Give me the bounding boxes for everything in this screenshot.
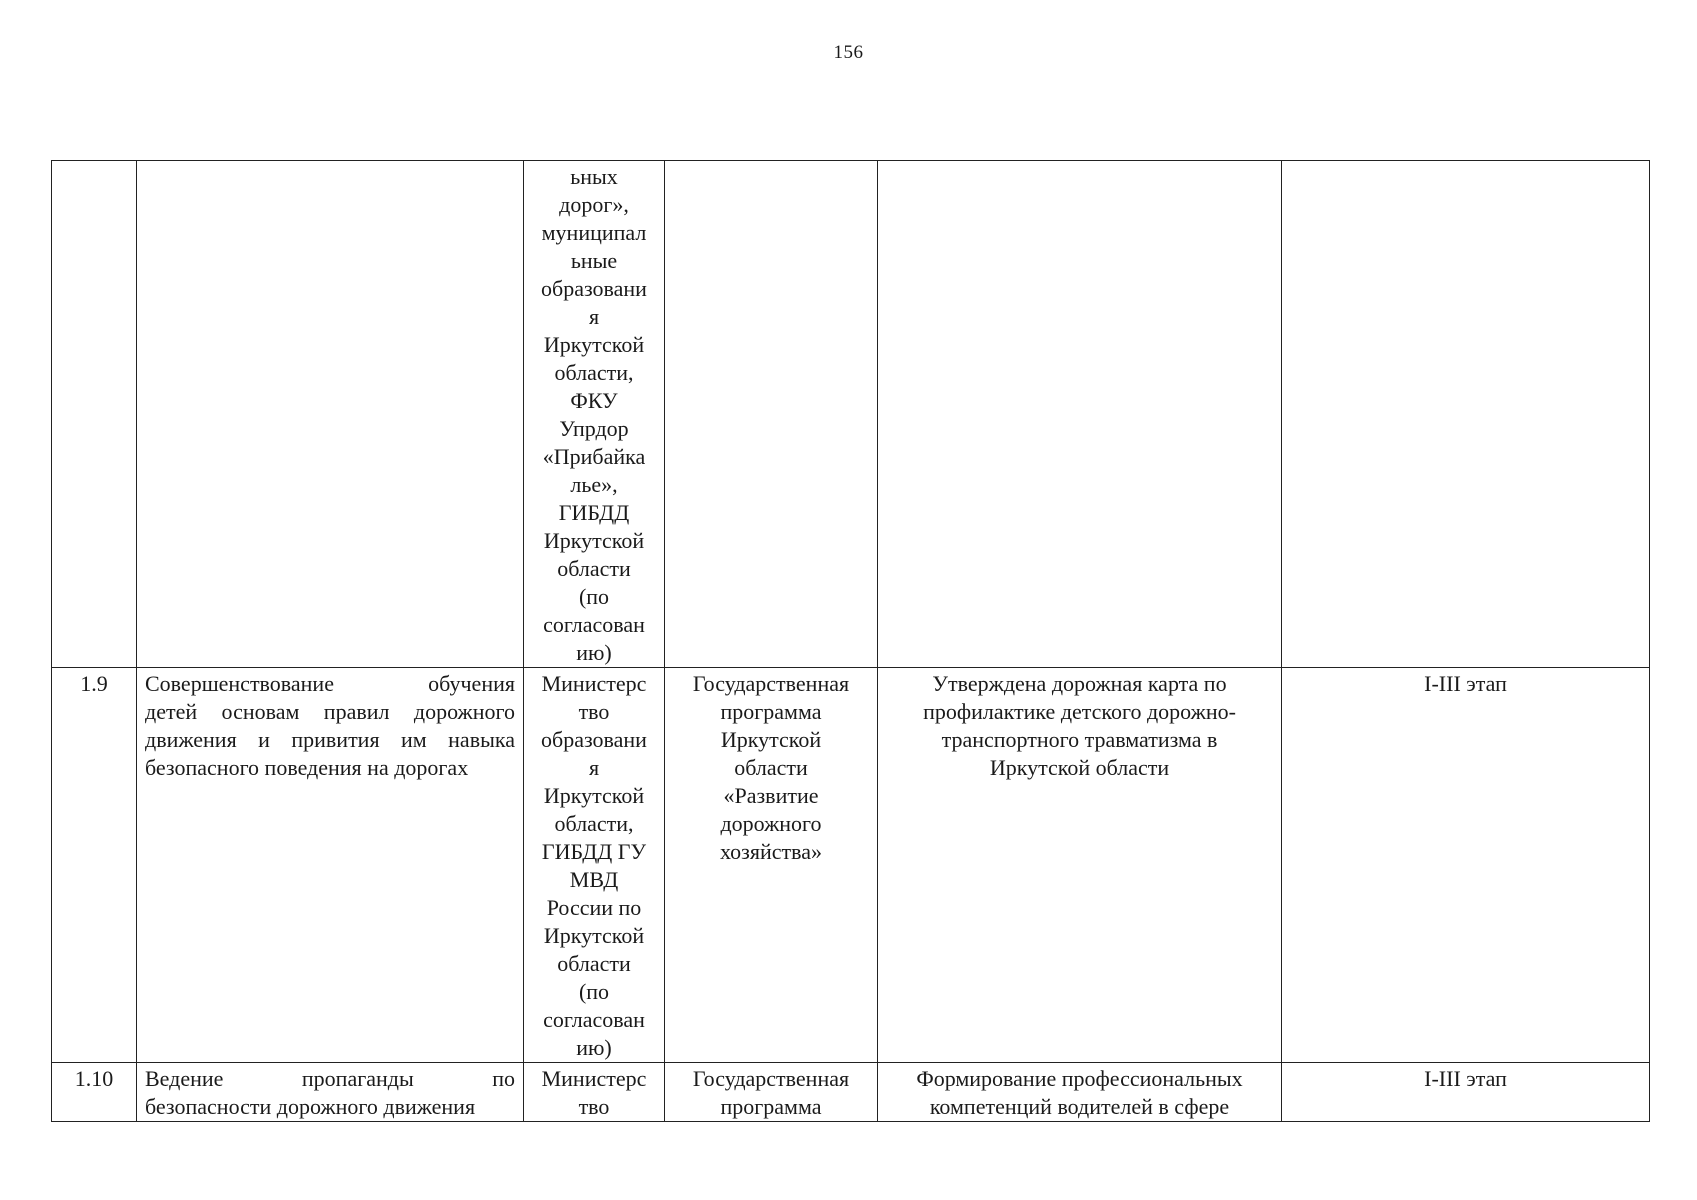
text-line: Иркутской области	[989, 755, 1170, 780]
text-line: ьные	[570, 248, 618, 273]
cell-measure-name	[137, 668, 524, 1063]
text-line: Упрдор	[559, 416, 629, 441]
text-line: детей основам правил дорожного	[145, 699, 515, 724]
cell-num: 1.10	[52, 1063, 137, 1122]
text-line: безопасности дорожного движения	[145, 1094, 476, 1119]
cell-executor	[524, 1063, 665, 1122]
text-line: Иркутской	[543, 783, 645, 808]
text-line: Совершенствование обучения	[145, 671, 515, 696]
text-line: России по	[546, 895, 642, 920]
text-line: области	[557, 556, 631, 581]
text-line: согласован	[543, 1007, 645, 1032]
table-row-1-9	[52, 668, 1650, 1063]
cell-result	[878, 161, 1282, 668]
text-line: Иркутской	[543, 923, 645, 948]
cell-measure-name	[137, 161, 524, 668]
table-row-1-10	[52, 1063, 1650, 1122]
text-line: я	[588, 755, 600, 780]
text-line: движения и привития им навыка	[145, 727, 515, 752]
cell-result	[878, 668, 1282, 1063]
text-line: «Прибайка	[542, 444, 646, 469]
text-line: области	[734, 755, 808, 780]
text-line: ГИБДД	[558, 500, 630, 525]
text-line: ию)	[576, 1035, 612, 1060]
text-line: Государственная	[692, 1066, 850, 1091]
text-line: муниципал	[541, 220, 647, 245]
text-line: Иркутской	[543, 332, 645, 357]
text-line: Министерс	[541, 1066, 647, 1091]
text-line: (по	[578, 584, 610, 609]
cell-num: 1.9	[52, 668, 137, 1063]
text-line: МВД	[569, 867, 619, 892]
text-line: Иркутской	[720, 727, 822, 752]
text-line: лье»,	[570, 472, 618, 497]
text-line: хозяйства»	[720, 839, 822, 864]
page-number: 156	[833, 42, 864, 63]
cell-program	[665, 1063, 878, 1122]
text-line: я	[588, 304, 600, 329]
text-line: Министерс	[541, 671, 647, 696]
text-line: области,	[554, 811, 634, 836]
text-line: Иркутской	[543, 528, 645, 553]
cell-stage	[1282, 161, 1650, 668]
text-line: ьных	[570, 164, 618, 189]
table-row-continuation	[52, 161, 1650, 668]
text-line: тво	[578, 699, 610, 724]
text-line: согласован	[543, 612, 645, 637]
cell-program	[665, 161, 878, 668]
text-line: Формирование профессиональных	[916, 1066, 1243, 1091]
cell-stage: I-III этап	[1282, 668, 1650, 1063]
text-line: дорожного	[720, 811, 822, 836]
cell-stage: I-III этап	[1282, 1063, 1650, 1122]
cell-program	[665, 668, 878, 1063]
text-line: образовани	[541, 276, 647, 301]
text-line: Государственная	[692, 671, 850, 696]
text-line: (по	[578, 979, 610, 1004]
text-line: области,	[554, 360, 634, 385]
text-line: программа	[720, 1094, 822, 1119]
cell-executor	[524, 668, 665, 1063]
cell-executor	[524, 161, 665, 668]
text-line: транспортного травматизма в	[941, 727, 1218, 752]
text-line: тво	[578, 1094, 610, 1119]
text-line: компетенций водителей в сфере	[929, 1094, 1230, 1119]
text-line: области	[557, 951, 631, 976]
measures-table	[51, 160, 1650, 1122]
text-line: безопасного поведения на дорогах	[145, 755, 469, 780]
text-line: дорог»,	[559, 192, 629, 217]
text-line: образовани	[541, 727, 647, 752]
text-line: Утверждена дорожная карта по	[932, 671, 1227, 696]
text-line: программа	[720, 699, 822, 724]
cell-num	[52, 161, 137, 668]
cell-result	[878, 1063, 1282, 1122]
cell-measure-name	[137, 1063, 524, 1122]
text-line: Ведение пропаганды по	[145, 1066, 515, 1091]
text-line: ию)	[576, 640, 612, 665]
text-line: ФКУ	[570, 388, 618, 413]
text-line: ГИБДД ГУ	[541, 839, 647, 864]
text-line: «Развитие	[723, 783, 819, 808]
text-line: профилактике детского дорожно-	[923, 699, 1236, 724]
